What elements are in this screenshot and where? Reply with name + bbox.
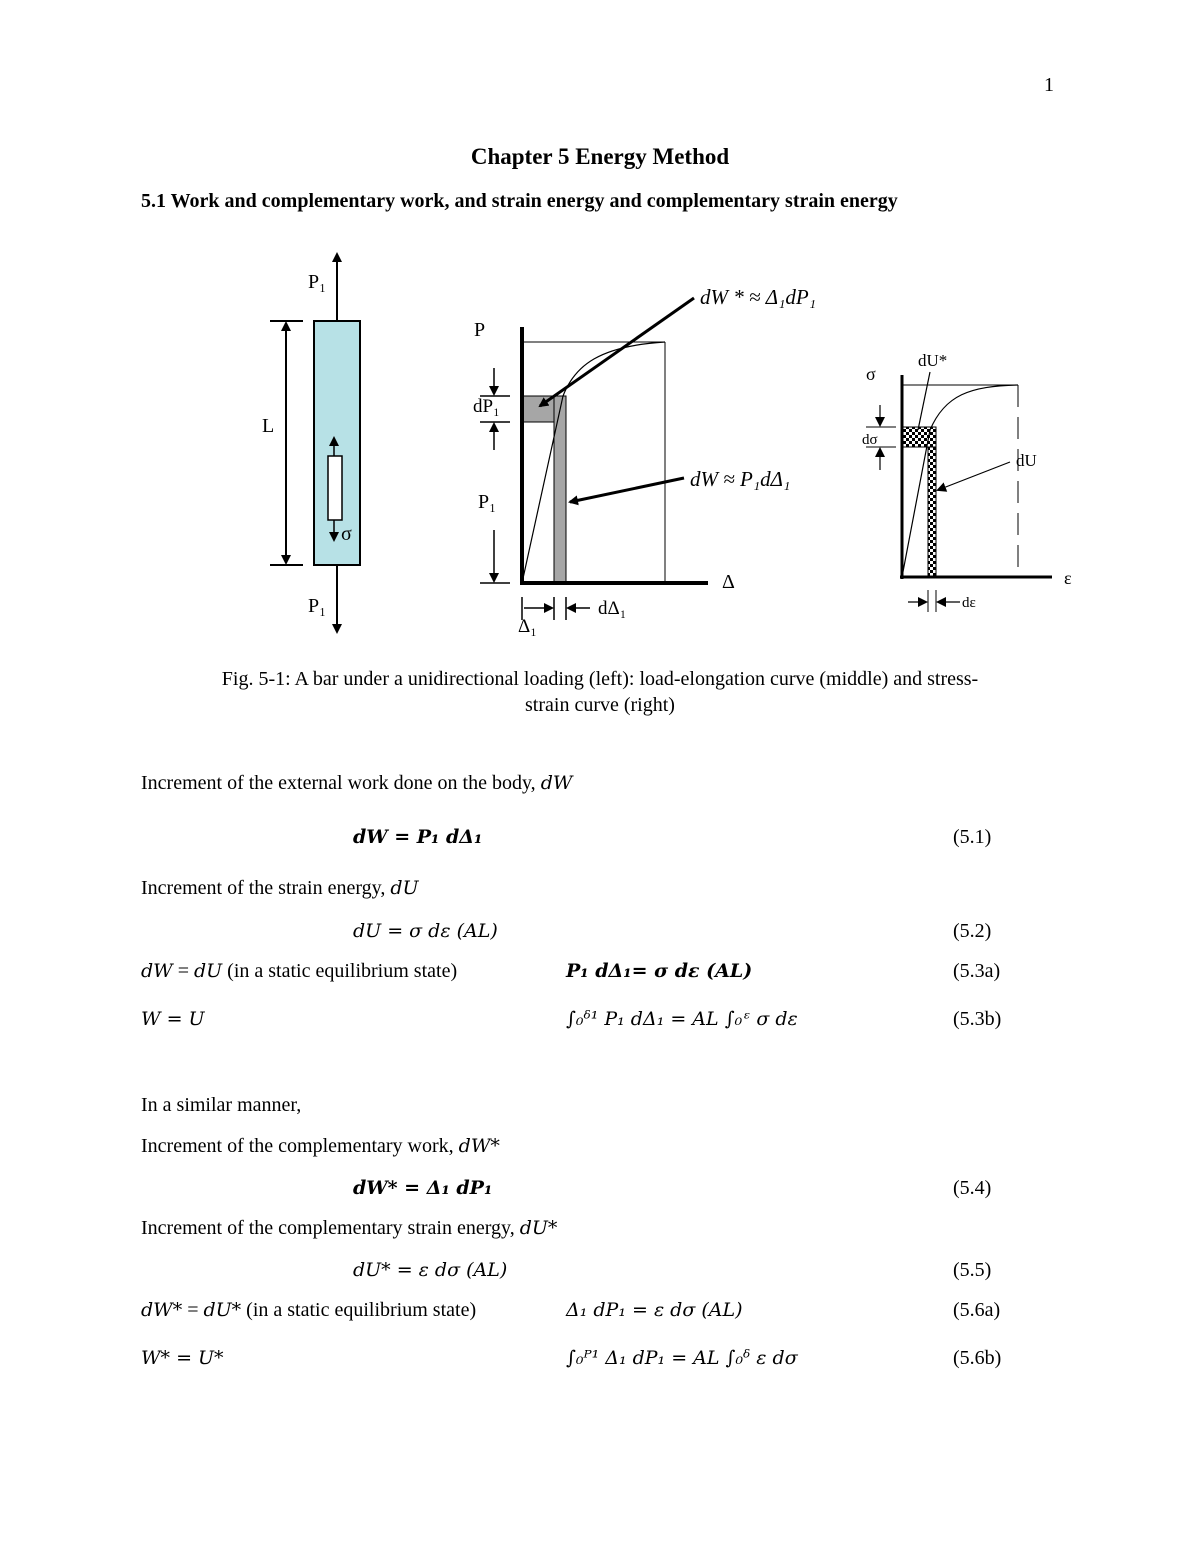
delta-axis-label: Δ [722,571,735,593]
du-pointer [938,462,1010,490]
du-star-label: dU* [918,351,948,370]
equation-number-5-2: (5.2) [953,920,992,942]
text-complementary-strain-energy: Increment of the complementary strain energy, dU* [141,1217,558,1239]
element [328,456,342,520]
figure-caption [0,666,1200,718]
text-similar-manner: In a similar manner, [141,1094,302,1116]
curve [522,342,665,583]
equation-number-5-3b: (5.3b) [953,1008,1002,1030]
text-w-equals-u: W = U [141,1008,205,1030]
equation-number-5-3a: (5.3a) [953,960,1001,982]
equation-number-5-1: (5.1) [953,826,992,848]
equation-5-1: dW = P₁ dΔ₁ [353,826,483,848]
p-axis-label: P [474,319,486,341]
du-label: dU [1016,451,1037,470]
du-strip [928,447,936,577]
equation-5-5: dU* = ε dσ (AL) [353,1259,508,1281]
sigma-axis-label: σ [866,364,876,384]
equation-5-3b: ∫₀ᵟ¹ P₁ dΔ₁ = AL ∫₀ᵋ σ dε [566,1008,798,1030]
equation-number-5-6b: (5.6b) [953,1347,1002,1369]
dw-star-label: dW * ≈ Δ₁dP₁ [700,285,817,309]
equation-number-5-4: (5.4) [953,1177,992,1199]
p1-label: P₁ [478,491,497,513]
d-eps-label: dε [962,595,976,611]
d-delta1-label: dΔ₁ [598,598,627,619]
load-elongation-curve [473,285,816,637]
equation-5-4: dW* = Δ₁ dP₁ [353,1177,493,1199]
equation-5-6b: ∫₀ᴾ¹ Δ₁ dP₁ = AL ∫₀ᵟ ε dσ [566,1347,798,1369]
dw-pointer [570,478,684,502]
dw-label: dW ≈ P₁dΔ₁ [690,467,791,491]
du-star-pointer [918,372,930,430]
delta1-label: Δ₁ [518,616,537,637]
top-load-label: P₁ [308,271,327,293]
bar-diagram [262,254,360,632]
eps-axis-label: ε [1064,568,1072,588]
text-equilibrium-2: dW* = dU* (in a static equilibrium state) [141,1299,477,1321]
equation-number-5-5: (5.5) [953,1259,992,1281]
length-label: L [262,415,275,437]
text-external-work: Increment of the external work done on the body, dW [141,772,573,794]
caption-line-1: Fig. 5-1: A bar under a unidirectional loading (left): load-elongation curve (middle) and stress- [221,668,979,690]
equation-5-6a: Δ₁ dP₁ = ε dσ (AL) [566,1299,743,1321]
text-strain-energy: Increment of the strain energy, dU [141,877,419,899]
text-complementary-work: Increment of the complementary work, dW* [141,1135,500,1157]
bar [314,321,360,565]
chapter-title: Chapter 5 Energy Method [470,144,730,169]
page-number: 1 [1044,74,1054,96]
bottom-load-label: P₁ [308,595,327,617]
text-w-star-equals-u-star: W* = U* [141,1347,224,1369]
stress-label: σ [341,523,352,545]
dp-label: dP₁ [473,396,500,417]
du-star-strip [902,427,936,447]
caption-line-2: strain curve (right) [525,694,675,716]
text-equilibrium-1: dW = dU (in a static equilibrium state) [141,960,458,982]
dw-star-pointer [540,298,694,406]
equation-5-3a: P₁ dΔ₁= σ dε (AL) [566,960,753,982]
figure-5-1 [0,0,1200,660]
dw-strip [554,396,566,583]
stress-strain-curve [862,351,1072,612]
section-title: 5.1 Work and complementary work, and strain energy and complementary strain energy [141,190,898,212]
equation-number-5-6a: (5.6a) [953,1299,1001,1321]
d-sigma-label: dσ [862,432,878,448]
equation-5-2: dU = σ dε (AL) [353,920,498,942]
